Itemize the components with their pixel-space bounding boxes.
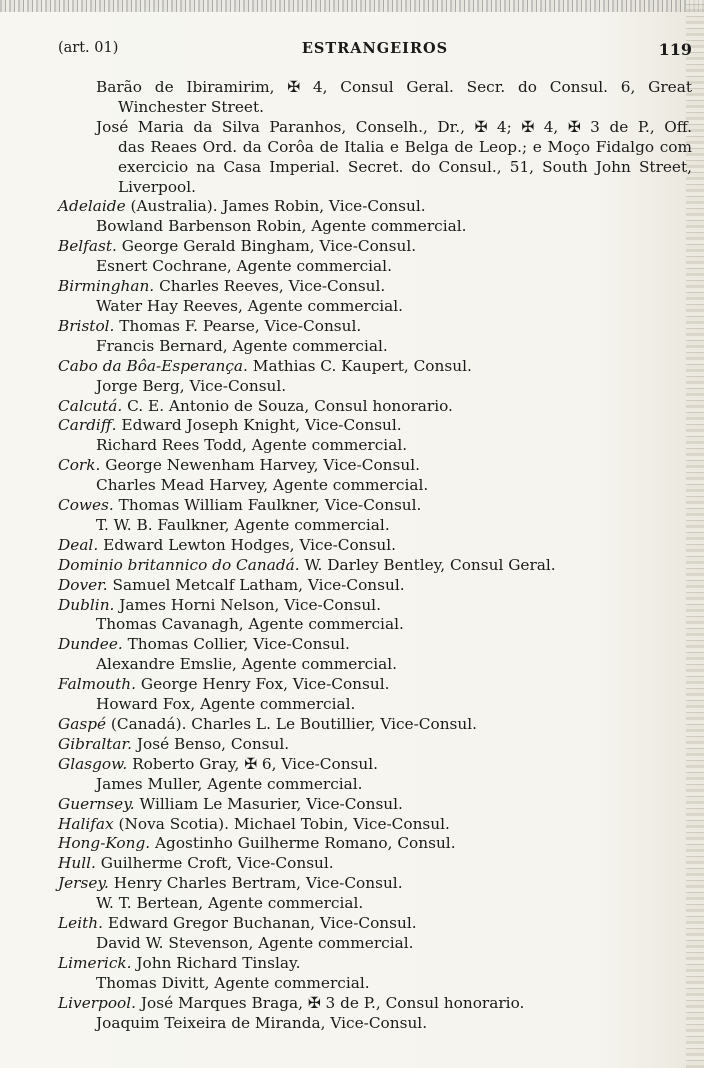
text-line xyxy=(58,715,692,735)
text-line xyxy=(58,934,692,954)
text-line xyxy=(58,834,692,854)
place-name: Guernsey. xyxy=(58,794,135,813)
text-line xyxy=(58,994,692,1014)
entry-text: Agostinho Guilherme Romano, Consul. xyxy=(154,834,456,853)
text-line xyxy=(58,337,692,357)
text-line xyxy=(58,1014,692,1034)
text-line xyxy=(58,397,692,417)
place-name: Deal. xyxy=(58,535,99,554)
text-line xyxy=(58,197,692,217)
place-name: Liverpool. xyxy=(58,993,137,1012)
entry-text: George Gerald Bingham, Vice-Consul. xyxy=(121,237,417,256)
place-name: Bristol. xyxy=(58,316,115,335)
text-line xyxy=(58,576,692,596)
text-line xyxy=(58,178,692,198)
place-name: Calcutá. xyxy=(58,396,123,415)
header-article-ref: (art. 01) xyxy=(58,40,119,56)
entry-text: George Henry Fox, Vice-Consul. xyxy=(140,675,390,694)
entry-text: Charles Reeves, Vice-Consul. xyxy=(159,277,386,296)
place-name: Birminghan. xyxy=(58,277,155,296)
entry-text: Barão de Ibiramirim, ✠ 4, Consul Geral. Secr. do Consul. 6, Great xyxy=(96,78,692,96)
text-line xyxy=(58,775,692,795)
entry-list xyxy=(58,78,692,1034)
entry-text: Edward Lewton Hodges, Vice-Consul. xyxy=(103,535,397,554)
text-line xyxy=(58,377,692,397)
text-line xyxy=(58,974,692,994)
text-line xyxy=(58,675,692,695)
text-line xyxy=(58,456,692,476)
entry-text: David W. Stevenson, Agente commercial. xyxy=(96,933,414,952)
entry-text: W. Darley Bentley, Consul Geral. xyxy=(304,555,556,574)
entry-text: das Reaes Ord. da Corôa de Italia e Belga de Leop.; e Moço Fidalgo com xyxy=(118,137,692,156)
text-line xyxy=(58,476,692,496)
text-line xyxy=(58,914,692,934)
text-line xyxy=(58,78,692,98)
entry-text: Charles Mead Harvey, Agente commercial. xyxy=(96,476,429,495)
text-line xyxy=(58,158,692,178)
place-name: Hong-Kong. xyxy=(58,834,151,853)
entry-text: Roberto Gray, ✠ 6, Vice-Consul. xyxy=(132,754,379,773)
entry-text: (Australia). James Robin, Vice-Consul. xyxy=(130,197,426,216)
text-line xyxy=(58,277,692,297)
entry-text: Thomas William Faulkner, Vice-Consul. xyxy=(118,496,422,515)
text-line xyxy=(58,735,692,755)
scan-noise-top xyxy=(0,0,704,12)
text-line xyxy=(58,297,692,317)
text-line xyxy=(58,118,692,138)
header-title: ESTRANGEIROS xyxy=(301,40,449,57)
place-name: Cabo da Bôa-Esperança. xyxy=(58,356,248,375)
place-name: Halifax xyxy=(58,814,114,833)
place-name: Dominio britannico do Canadá. xyxy=(58,555,300,574)
entry-text: Thomas F. Pearse, Vice-Consul. xyxy=(119,316,362,335)
text-line xyxy=(58,496,692,516)
text-line xyxy=(58,894,692,914)
entry-text: (Nova Scotia). Michael Tobin, Vice-Consul. xyxy=(118,814,450,833)
text-line xyxy=(58,635,692,655)
text-line xyxy=(58,854,692,874)
text-line xyxy=(58,695,692,715)
entry-text: George Newenham Harvey, Vice-Consul. xyxy=(105,456,420,475)
entry-text: William Le Masurier, Vice-Consul. xyxy=(139,794,403,813)
entry-text: exercicio na Casa Imperial. Secret. do Consul., 51, South John Street, xyxy=(118,157,692,176)
entry-text: Winchester Street. xyxy=(118,97,264,116)
place-name: Dundee. xyxy=(58,635,123,654)
entry-text: Richard Rees Todd, Agente commercial. xyxy=(96,436,408,455)
text-line xyxy=(58,536,692,556)
text-line xyxy=(58,596,692,616)
entry-text: José Marques Braga, ✠ 3 de P., Consul honorario. xyxy=(140,993,525,1012)
entry-text: (Canadá). Charles L. Le Boutillier, Vice-Consul. xyxy=(110,715,478,733)
entry-text: Guilherme Croft, Vice-Consul. xyxy=(100,854,334,873)
entry-text: T. W. B. Faulkner, Agente commercial. xyxy=(96,515,390,534)
entry-text: John Richard Tinslay. xyxy=(136,953,301,972)
place-name: Jersey. xyxy=(58,874,109,893)
place-name: Cork. xyxy=(58,456,101,475)
text-line xyxy=(58,416,692,436)
text-line xyxy=(58,98,692,118)
place-name: Cowes. xyxy=(58,496,114,515)
place-name: Belfast. xyxy=(58,237,117,256)
text-line xyxy=(58,317,692,337)
entry-text: Esnert Cochrane, Agente commercial. xyxy=(96,257,392,276)
place-name: Cardiff. xyxy=(58,416,117,435)
entry-text: Alexandre Emslie, Agente commercial. xyxy=(96,655,397,674)
entry-text: Edward Joseph Knight, Vice-Consul. xyxy=(121,416,402,435)
text-line xyxy=(58,615,692,635)
text-line xyxy=(58,556,692,576)
entry-text: James Muller, Agente commercial. xyxy=(96,774,363,793)
entry-text: W. T. Bertean, Agente commercial. xyxy=(96,894,364,913)
text-line xyxy=(58,237,692,257)
entry-text: Howard Fox, Agente commercial. xyxy=(96,695,356,714)
place-name: Gibraltar. xyxy=(58,734,132,753)
text-line xyxy=(58,874,692,894)
entry-text: C. E. Antonio de Souza, Consul honorario. xyxy=(127,396,453,415)
place-name: Hull. xyxy=(58,854,96,873)
entry-text: Henry Charles Bertram, Vice-Consul. xyxy=(113,874,403,893)
text-line xyxy=(58,815,692,835)
text-line xyxy=(58,138,692,158)
text-line xyxy=(58,795,692,815)
place-name: Gaspé xyxy=(58,715,107,733)
entry-text: Edward Gregor Buchanan, Vice-Consul. xyxy=(107,914,417,933)
text-line xyxy=(58,954,692,974)
entry-text: Francis Bernard, Agente commercial. xyxy=(96,336,388,355)
text-line xyxy=(58,755,692,775)
entry-text: Thomas Collier, Vice-Consul. xyxy=(127,635,350,654)
place-name: Dover. xyxy=(58,575,108,594)
entry-text: José Maria da Silva Paranhos, Conselh., Dr., ✠ 4; ✠ 4, ✠ 3 de P., Off. xyxy=(96,117,692,136)
entry-text: Thomas Cavanagh, Agente commercial. xyxy=(96,615,404,634)
entry-text: James Horni Nelson, Vice-Consul. xyxy=(119,595,381,614)
page-number: 119 xyxy=(658,40,692,59)
place-name: Limerick. xyxy=(58,953,132,972)
text-line xyxy=(58,217,692,237)
place-name: Glasgow. xyxy=(58,754,128,773)
text-line xyxy=(58,436,692,456)
entry-text: Jorge Berg, Vice-Consul. xyxy=(96,376,287,395)
text-line xyxy=(58,516,692,536)
entry-text: José Benso, Consul. xyxy=(136,734,290,753)
place-name: Falmouth. xyxy=(58,675,137,694)
entry-text: Liverpool. xyxy=(118,177,197,196)
entry-text: Joaquim Teixeira de Miranda, Vice-Consul. xyxy=(96,1013,428,1032)
text-line xyxy=(58,357,692,377)
entry-text: Mathias C. Kaupert, Consul. xyxy=(252,356,472,375)
text-line xyxy=(58,655,692,675)
place-name: Dublin. xyxy=(58,595,115,614)
entry-text: Samuel Metcalf Latham, Vice-Consul. xyxy=(112,575,405,594)
place-name: Adelaide xyxy=(58,197,126,216)
page-header xyxy=(58,40,692,62)
entry-text: Bowland Barbenson Robin, Agente commercial. xyxy=(96,217,467,236)
text-line xyxy=(58,257,692,277)
entry-text: Water Hay Reeves, Agente commercial. xyxy=(96,296,404,315)
entry-text: Thomas Divitt, Agente commercial. xyxy=(96,973,370,992)
place-name: Leith. xyxy=(58,914,103,933)
